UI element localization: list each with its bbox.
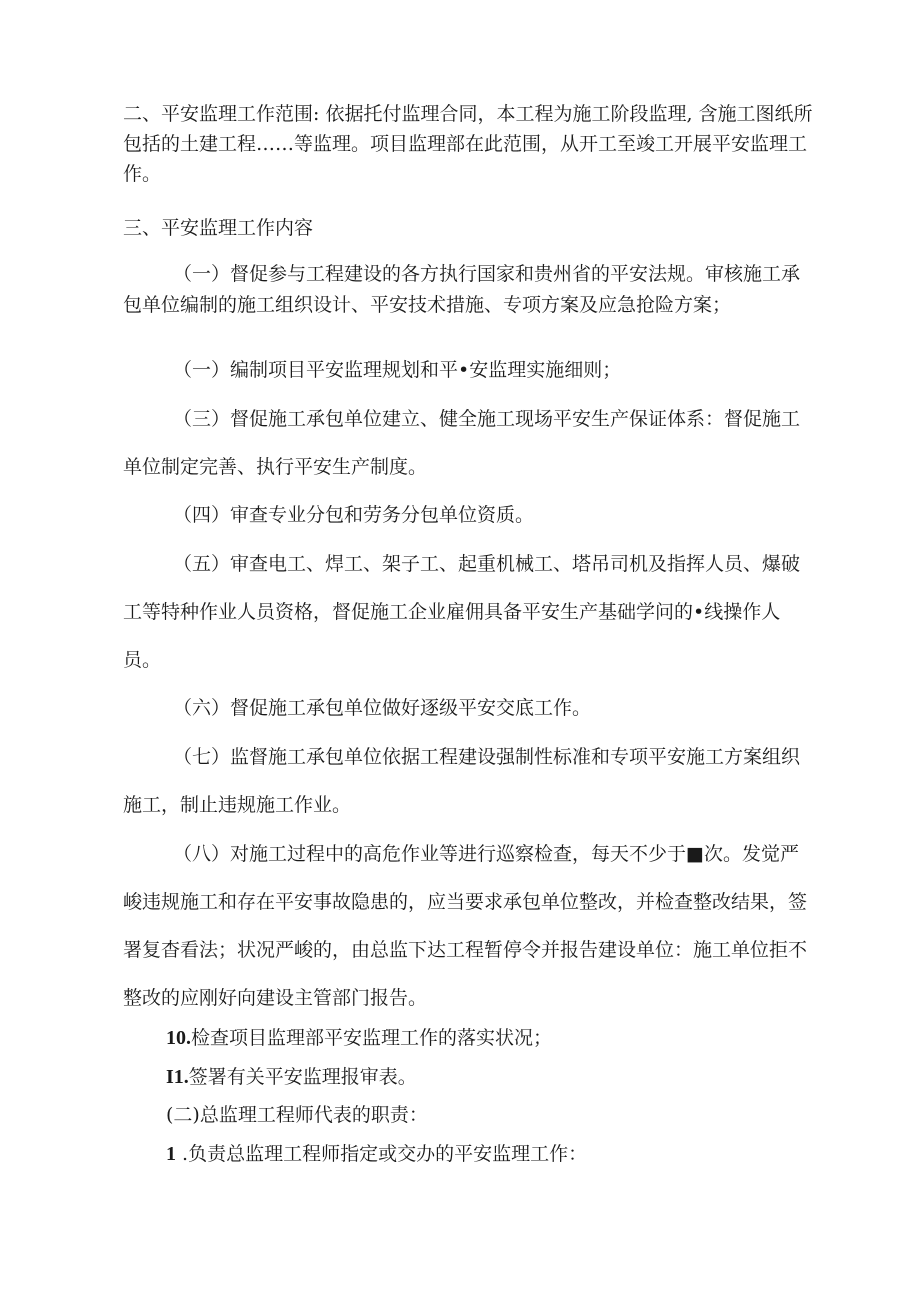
content-item-3: （三）督促施工承包单位建立、健全施工现场平安生产保证体系：督促施工单位制定完善、执行平安生产制度。 (123, 408, 801, 478)
numbered-item-11 (166, 1062, 816, 1092)
numbered-item-10-text: 检查项目监理部平安监理工作的落实状况； (191, 1027, 553, 1049)
duty-item-1 (166, 1139, 816, 1169)
content-item-2: （一）编制项目平安监理规划和平•安监理实施细则； (173, 359, 622, 381)
duty-item-1-text: .负责总监理工程师指定或交办的平安监理工作： (176, 1143, 588, 1165)
content-item-5: （五）审查电工、焊工、架子工、起重机械工、塔吊司机及指挥人员、爆破工等特种作业人员资格，督促施工企业雇佣具备平安生产基础学问的•线操作人员。 (123, 553, 801, 671)
numbered-item-11-num: I1. (166, 1066, 189, 1088)
numbered-item-10 (166, 1023, 816, 1053)
numbered-item-10-num: 10. (166, 1027, 191, 1049)
content-item-4: （四）审查专业分包和劳务分包单位资质。 (173, 504, 535, 526)
content-heading: 三、平安监理工作内容 (123, 217, 314, 239)
scope-heading: 二、平安监理工作范围 (123, 103, 314, 125)
content-item-1: （一）督促参与工程建设的各方执行国家和贵州省的平安法规。审核施工承包单位编制的施工组织设计、平安技术措施、专项方案及应急抢险方案； (123, 263, 801, 316)
sub-heading: (二)总监理工程师代表的职责： (166, 1104, 428, 1126)
numbered-item-11-text: 签署有关平安监理报审表。 (188, 1066, 417, 1088)
content-item-8: （八）对施工过程中的高危作业等进行巡察检查，每天不少于■次。发觉严峻违规施工和存在平安事故隐患的，应当要求承包单位整改，并检查整改结果，签署复杳看法；状况严峻的，由总监下达工程暂停令并报告建设单位：施工单位拒不整改的应刚好向建设主管部门报告。 (123, 843, 808, 1009)
content-item-6: （六）督促施工承包单位做好逐级平安交底工作。 (173, 697, 592, 719)
duty-item-1-num: 1 (166, 1143, 176, 1165)
content-item-7: （七）监督施工承包单位依据工程建设强制性标准和专项平安施工方案组织施工，制止违规施工作业。 (123, 746, 801, 816)
scope-paragraph (123, 99, 815, 189)
scope-text: : 依据托付监理合同，本工程为施工阶段监理, 含施工图纸所包括的土建工程……等监理。项目监理部在此范围，从开工至竣工开展平安监理工作。 (123, 103, 813, 185)
